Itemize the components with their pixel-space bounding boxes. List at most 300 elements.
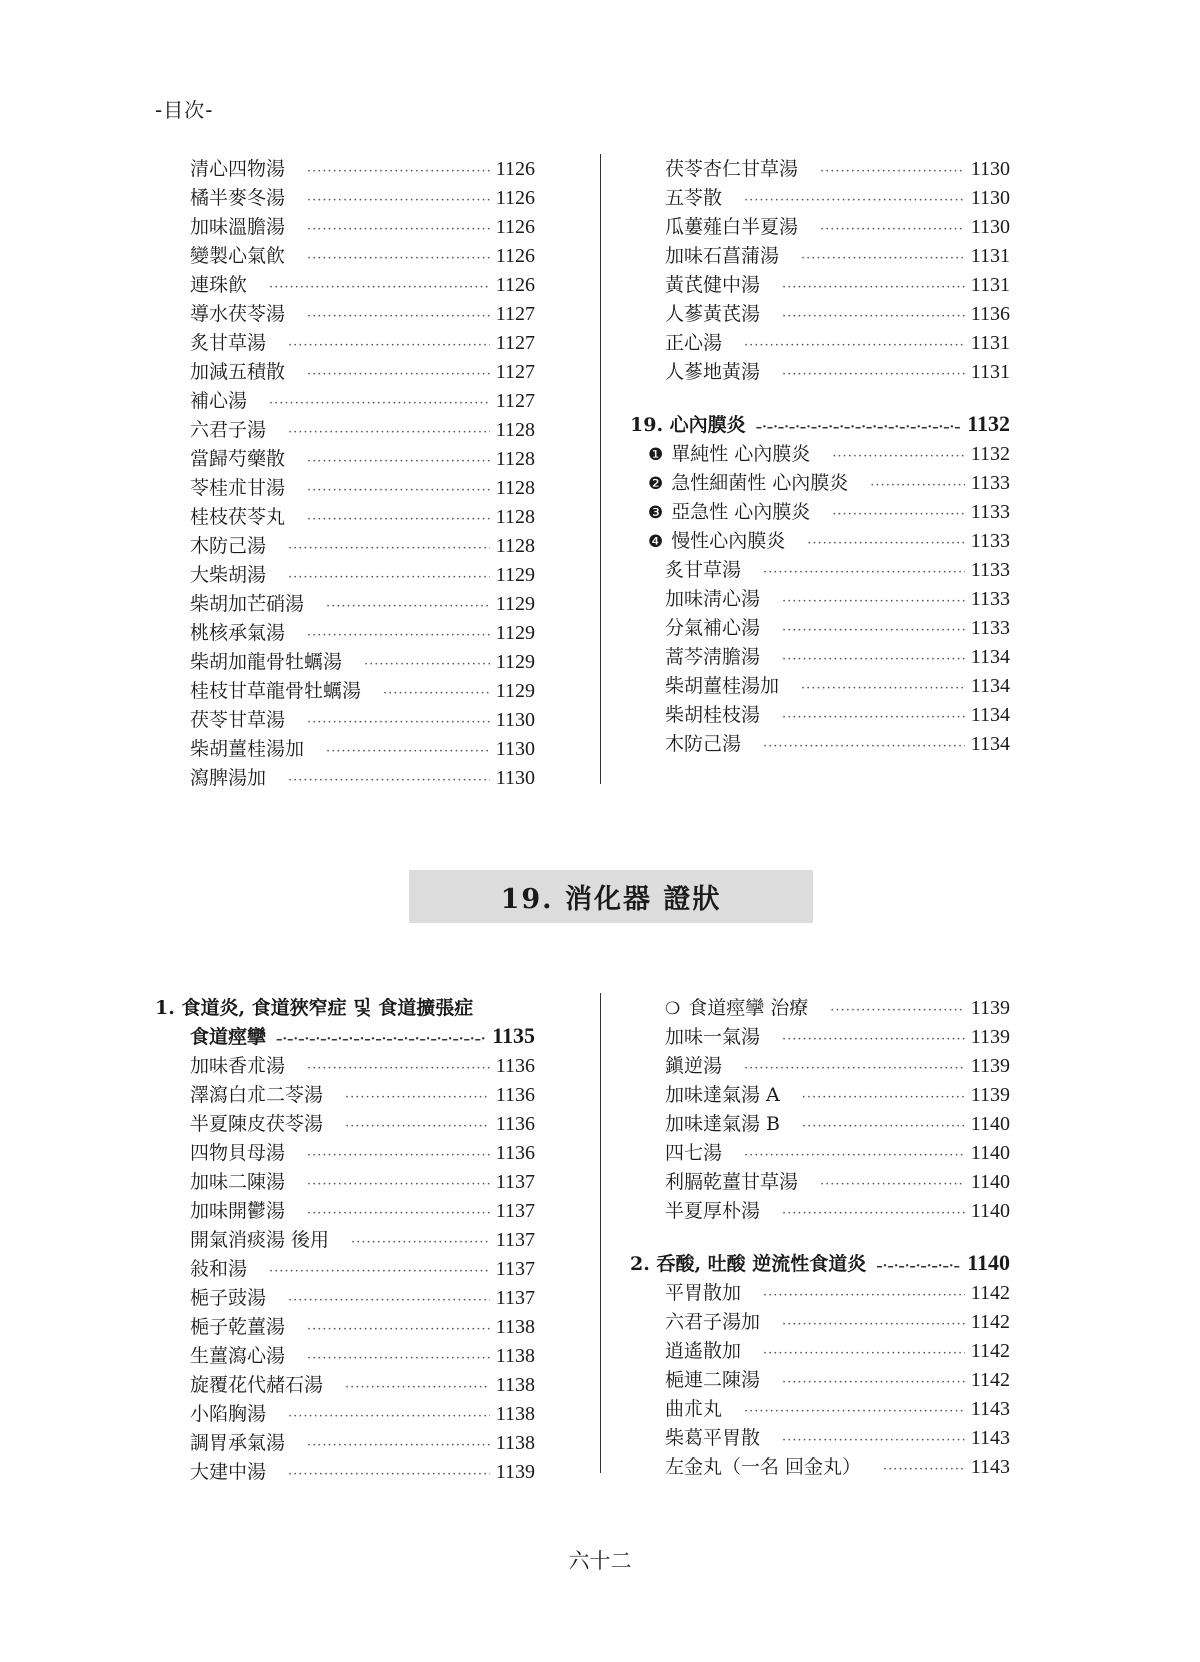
toc-page-number: 1131	[970, 361, 1010, 383]
dot-leader	[288, 425, 490, 440]
dot-leader	[288, 338, 490, 353]
toc-page-number: 1136	[495, 1113, 535, 1135]
toc-entry	[630, 1080, 1010, 1109]
toc-page-number: 1140	[970, 1113, 1010, 1135]
toc-entry-title: 梔子乾薑湯	[190, 1316, 286, 1338]
dot-leader	[269, 280, 490, 295]
toc-entry-title: 加味溫膽湯	[190, 216, 286, 238]
toc-entry-title: 六君子湯加	[665, 1311, 761, 1333]
toc-entry-title: 平胃散加	[665, 1282, 742, 1304]
toc-entry	[155, 1399, 535, 1428]
toc-entry-title: 開氣消痰湯 後用	[190, 1229, 330, 1251]
toc-entry-title: 炙甘草湯	[190, 332, 267, 354]
dot-leader	[744, 338, 965, 353]
dot-leader	[307, 251, 490, 266]
dot-leader	[801, 681, 965, 696]
toc-entry-title: 六君子湯	[190, 419, 267, 441]
dot-leader	[763, 1346, 965, 1361]
toc-entry	[630, 1307, 1010, 1336]
toc-page-number: 1128	[495, 419, 535, 441]
toc-page-number: 1130	[970, 158, 1010, 180]
dot-leader	[744, 1148, 965, 1163]
toc-entry	[630, 642, 1010, 671]
toc-page-number: 1129	[495, 622, 535, 644]
toc-page-number: 1133	[970, 617, 1010, 639]
toc-entry	[630, 183, 1010, 212]
toc-entry	[630, 357, 1010, 386]
toc-entry-title: 人蔘黃芪湯	[665, 303, 761, 325]
toc-entry-title: 導水茯苓湯	[190, 303, 286, 325]
dot-leader	[307, 309, 490, 324]
dot-leader	[288, 541, 490, 556]
toc-entry-title: 橘半麥冬湯	[190, 187, 286, 209]
toc-entry-title: 半夏陳皮茯苓湯	[190, 1113, 324, 1135]
toc-entry	[630, 555, 1010, 584]
dot-leader	[763, 1288, 965, 1303]
dot-leader	[782, 1032, 965, 1047]
toc-entry	[155, 183, 535, 212]
toc-page-number: 1131	[970, 332, 1010, 354]
dot-leader	[288, 1409, 490, 1424]
toc-entry	[155, 328, 535, 357]
toc-entry	[155, 299, 535, 328]
toc-entry	[630, 993, 1010, 1022]
toc-page-number: 1143	[970, 1427, 1010, 1449]
toc-entry	[155, 676, 535, 705]
dot-leader	[307, 628, 490, 643]
toc-entry	[630, 241, 1010, 270]
toc-entry-title: 四七湯	[665, 1142, 723, 1164]
toc-entry	[630, 700, 1010, 729]
toc-entry-title: 連珠飮	[190, 274, 248, 296]
toc-entry	[155, 1080, 535, 1109]
dot-leader	[288, 570, 490, 585]
toc-entry	[630, 154, 1010, 183]
toc-page-number: 1129	[495, 680, 535, 702]
dot-leader	[288, 1467, 490, 1482]
toc-page-number: 1138	[495, 1432, 535, 1454]
toc-entry-title: 蒿芩淸膽湯	[665, 646, 761, 668]
toc-page-number: 1130	[495, 709, 535, 731]
toc-entry	[630, 1336, 1010, 1365]
toc-page-number: 1126	[495, 245, 535, 267]
dot-leader	[763, 565, 965, 580]
toc-entry	[155, 241, 535, 270]
dot-leader	[307, 367, 490, 382]
toc-entry-title: 茯苓杏仁甘草湯	[665, 158, 799, 180]
toc-entry-title: 澤瀉白朮二苓湯	[190, 1084, 324, 1106]
dot-leader	[830, 1003, 964, 1018]
toc-entry	[630, 526, 1010, 555]
column-divider-top	[600, 154, 601, 784]
dot-leader	[782, 280, 965, 295]
toc-entry	[155, 473, 535, 502]
toc-entry-title: 加味二陳湯	[190, 1171, 286, 1193]
toc-entry	[155, 1283, 535, 1312]
toc-entry	[630, 497, 1010, 526]
toc-entry	[630, 1278, 1010, 1307]
dot-leader	[782, 710, 965, 725]
dot-leader	[782, 367, 965, 382]
toc-entry	[155, 357, 535, 386]
running-head: -目次-	[155, 98, 214, 122]
dot-leader	[351, 1235, 490, 1250]
toc-entry	[155, 1051, 535, 1080]
dot-leader	[307, 164, 490, 179]
toc-entry-title: 小陷胸湯	[190, 1403, 267, 1425]
toc-entry-title: 逍遙散加	[665, 1340, 742, 1362]
toc-entry	[155, 705, 535, 734]
toc-entry	[155, 444, 535, 473]
toc-entry-title: 柴胡薑桂湯加	[665, 675, 780, 697]
toc-entry-title: 左金丸（一名 回金丸）	[665, 1456, 862, 1478]
toc-page-number: 1140	[970, 1200, 1010, 1222]
toc-page-number: 1140	[970, 1171, 1010, 1193]
section-heading: 1. 食道炎, 食道狹窄症 및 食道擴張症	[155, 997, 474, 1019]
dot-leader	[288, 773, 490, 788]
dot-leader	[345, 1119, 490, 1134]
toc-entry-title: 食道痙攣	[190, 1026, 267, 1048]
dot-leader	[744, 193, 965, 208]
section-banner: 19. 消化器 證狀	[409, 870, 813, 923]
toc-column-bottom-right	[630, 993, 1010, 1481]
toc-entry-title: 茯苓甘草湯	[190, 709, 286, 731]
toc-entry	[630, 1109, 1010, 1138]
toc-page-number: 1138	[495, 1345, 535, 1367]
toc-page-number: 1132	[970, 443, 1010, 465]
toc-page-number: 1137	[495, 1200, 535, 1222]
toc-entry	[155, 734, 535, 763]
toc-entry-title: 桂枝甘草龍骨牡蠣湯	[190, 680, 362, 702]
toc-page-number: 1138	[495, 1403, 535, 1425]
dot-leader	[307, 222, 490, 237]
toc-entry	[155, 502, 535, 531]
toc-page-number: 1130	[495, 767, 535, 789]
toc-entry	[155, 415, 535, 444]
dot-leader	[802, 1119, 965, 1134]
toc-entry	[630, 468, 1010, 497]
toc-entry	[630, 1022, 1010, 1051]
toc-entry	[155, 1254, 535, 1283]
toc-entry-title: ❶ 單純性 心內膜炎	[648, 443, 811, 465]
dot-leader	[801, 251, 965, 266]
toc-page-number: 1128	[495, 448, 535, 470]
dot-leader	[307, 1322, 490, 1337]
toc-page-number: 1126	[495, 158, 535, 180]
toc-entry-title: 木防己湯	[190, 535, 267, 557]
toc-entry-title: 人蔘地黃湯	[665, 361, 761, 383]
toc-entry	[155, 1312, 535, 1341]
toc-page-number: 1126	[495, 216, 535, 238]
toc-entry-title: 當歸芍藥散	[190, 448, 286, 470]
dot-leader	[782, 594, 965, 609]
dot-leader	[326, 744, 490, 759]
toc-entry	[155, 1457, 535, 1486]
toc-entry	[155, 386, 535, 415]
dot-leader	[782, 652, 965, 667]
toc-page-number: 1136	[495, 1084, 535, 1106]
dot-leader	[782, 1375, 965, 1390]
toc-entry-title: 炙甘草湯	[665, 559, 742, 581]
toc-entry	[155, 1225, 535, 1254]
toc-entry-title: 柴胡加龍骨牡蠣湯	[190, 651, 343, 673]
toc-entry-title: 半夏厚朴湯	[665, 1200, 761, 1222]
dot-leader	[307, 1438, 490, 1453]
dot-leader	[307, 715, 490, 730]
toc-entry	[630, 584, 1010, 613]
toc-page-number: 1134	[970, 675, 1010, 697]
dot-leader	[307, 1177, 490, 1192]
toc-entry-title: 柴葛平胃散	[665, 1427, 761, 1449]
toc-page-number: 1127	[495, 390, 535, 412]
toc-page-number: 1139	[970, 1055, 1010, 1077]
toc-page-number: 1126	[495, 274, 535, 296]
dot-leader	[807, 536, 964, 551]
toc-entry-title: 柴胡薑桂湯加	[190, 738, 305, 760]
toc-page-number: 1139	[495, 1461, 535, 1483]
dot-leader	[763, 739, 965, 754]
toc-entry	[155, 270, 535, 299]
dot-leader	[744, 1061, 965, 1076]
toc-page-number: 1133	[970, 559, 1010, 581]
toc-entry	[630, 729, 1010, 758]
toc-page-number: 1139	[970, 1084, 1010, 1106]
toc-entry	[630, 671, 1010, 700]
toc-page-number: 1131	[970, 245, 1010, 267]
toc-entry-title: 苓桂朮甘湯	[190, 477, 286, 499]
toc-entry	[630, 410, 1010, 439]
toc-page-number: 1137	[495, 1171, 535, 1193]
toc-page-number: 1134	[970, 646, 1010, 668]
toc-entry-title: 清心四物湯	[190, 158, 286, 180]
dot-leader	[832, 449, 964, 464]
toc-entry-title: 加味達氣湯 B	[665, 1113, 781, 1135]
toc-entry-title: 旋覆花代赭石湯	[190, 1374, 324, 1396]
dot-leader	[269, 1264, 490, 1279]
toc-entry	[155, 618, 535, 647]
toc-entry	[630, 1249, 1010, 1278]
toc-page-number: 1131	[970, 274, 1010, 296]
toc-entry	[630, 439, 1010, 468]
toc-entry-title: 加味淸心湯	[665, 588, 761, 610]
toc-page-number: 1126	[495, 187, 535, 209]
toc-page-number: 1132	[967, 411, 1010, 436]
toc-entry	[630, 1167, 1010, 1196]
toc-entry	[155, 212, 535, 241]
list-bullet-icon: ❍	[665, 999, 681, 1019]
dot-leader	[820, 222, 965, 237]
toc-entry	[155, 1138, 535, 1167]
dot-leader	[744, 1404, 965, 1419]
toc-entry-title: 調胃承氣湯	[190, 1432, 286, 1454]
toc-page-number: 1129	[495, 651, 535, 673]
toc-entry	[630, 270, 1010, 299]
toc-column-bottom-left	[155, 993, 535, 1486]
toc-page-number: 1128	[495, 535, 535, 557]
toc-entry-title: 加味香朮湯	[190, 1055, 286, 1077]
toc-entry-title: 鎭逆湯	[665, 1055, 723, 1077]
toc-entry	[630, 1423, 1010, 1452]
dot-leader	[345, 1380, 490, 1395]
page-number: 六十二	[568, 1549, 632, 1573]
toc-page-number: 1138	[495, 1316, 535, 1338]
toc-entry-title: 桂枝茯苓丸	[190, 506, 286, 528]
toc-page-number: 1127	[495, 361, 535, 383]
toc-page-number: 1137	[495, 1287, 535, 1309]
toc-entry-title: 加味石菖蒲湯	[665, 245, 780, 267]
list-bullet-icon: ❸	[648, 503, 664, 523]
dot-leader	[832, 507, 964, 522]
dot-leader	[883, 1462, 965, 1477]
toc-page-number: 1130	[970, 216, 1010, 238]
dot-leader	[782, 1317, 965, 1332]
toc-entry	[155, 589, 535, 618]
dot-leader	[782, 309, 965, 324]
dot-leader	[288, 1293, 490, 1308]
dot-leader	[269, 396, 490, 411]
toc-entry	[630, 1138, 1010, 1167]
dot-leader	[307, 454, 490, 469]
toc-entry-title: 桃核承氣湯	[190, 622, 286, 644]
toc-entry-title: 分氣補心湯	[665, 617, 761, 639]
toc-entry-title: 大建中湯	[190, 1461, 267, 1483]
toc-entry	[155, 560, 535, 589]
column-divider-bottom	[600, 993, 601, 1473]
dot-leader	[364, 657, 490, 672]
toc-entry	[630, 1196, 1010, 1225]
toc-page-number: 1142	[970, 1369, 1010, 1391]
dot-leader	[307, 1148, 490, 1163]
dot-leader	[820, 1177, 965, 1192]
dot-leader	[307, 1061, 490, 1076]
toc-page-number: 1133	[970, 472, 1010, 494]
toc-entry-title: ❷ 急性細菌性 心內膜炎	[648, 472, 849, 494]
toc-entry-title: 敍和湯	[190, 1258, 248, 1280]
dot-leader	[756, 420, 962, 435]
toc-page-number: 1137	[495, 1229, 535, 1251]
toc-entry-title: 利膈乾薑甘草湯	[665, 1171, 799, 1193]
toc-entry	[155, 531, 535, 560]
list-bullet-icon: ❷	[648, 474, 664, 494]
dot-leader	[276, 1032, 486, 1047]
toc-page-number: 1136	[495, 1055, 535, 1077]
toc-page-number: 1130	[495, 738, 535, 760]
toc-entry-title: 變製心氣飮	[190, 245, 286, 267]
toc-page-number: 1137	[495, 1258, 535, 1280]
toc-entry-title: ❸ 亞急性 心內膜炎	[648, 501, 811, 523]
toc-column-top-right	[630, 154, 1010, 758]
toc-entry-title: 加味一氣湯	[665, 1026, 761, 1048]
toc-page-number: 1138	[495, 1374, 535, 1396]
toc-page-number: 1128	[495, 506, 535, 528]
toc-page-number: 1127	[495, 332, 535, 354]
dot-leader	[307, 512, 490, 527]
dot-leader	[782, 1433, 965, 1448]
toc-page-number: 1140	[967, 1250, 1010, 1275]
toc-entry-title: 曲朮丸	[665, 1398, 723, 1420]
toc-page-number: 1133	[970, 530, 1010, 552]
toc-entry-title: 加味達氣湯 A	[665, 1084, 780, 1106]
toc-page-number: 1139	[970, 997, 1010, 1019]
dot-leader	[383, 686, 490, 701]
toc-entry	[155, 1341, 535, 1370]
toc-entry	[155, 1196, 535, 1225]
toc-entry-title: ❍ 食道痙攣 治療	[665, 997, 809, 1019]
toc-entry-title: 柴胡桂枝湯	[665, 704, 761, 726]
toc-entry	[630, 1394, 1010, 1423]
toc-entry	[630, 1051, 1010, 1080]
list-bullet-icon: ❶	[648, 445, 664, 465]
toc-page-number: 1143	[970, 1456, 1010, 1478]
toc-entry	[155, 154, 535, 183]
toc-entry	[155, 1022, 535, 1051]
toc-entry-title: 19. 心內膜炎	[630, 414, 746, 436]
toc-entry-title: 黃芪健中湯	[665, 274, 761, 296]
toc-entry	[630, 212, 1010, 241]
toc-page-number: 1127	[495, 303, 535, 325]
toc-page-number: 1134	[970, 704, 1010, 726]
toc-page-number: 1135	[492, 1023, 535, 1048]
dot-leader	[326, 599, 490, 614]
toc-page-number: 1128	[495, 477, 535, 499]
toc-entry	[155, 763, 535, 792]
toc-page-number: 1142	[970, 1282, 1010, 1304]
toc-entry	[630, 299, 1010, 328]
toc-entry-title: 加味開鬱湯	[190, 1200, 286, 1222]
toc-page-number: 1129	[495, 564, 535, 586]
dot-leader	[782, 623, 965, 638]
toc-entry-title: 正心湯	[665, 332, 723, 354]
toc-page-number: 1136	[970, 303, 1010, 325]
toc-page-number: 1143	[970, 1398, 1010, 1420]
toc-page-number: 1134	[970, 733, 1010, 755]
dot-leader	[876, 1259, 961, 1274]
toc-entry-title: 四物貝母湯	[190, 1142, 286, 1164]
toc-entry	[155, 1167, 535, 1196]
toc-entry	[630, 1452, 1010, 1481]
toc-entry-title: 五苓散	[665, 187, 723, 209]
toc-page-number: 1133	[970, 501, 1010, 523]
dot-leader	[307, 193, 490, 208]
toc-page-number: 1142	[970, 1311, 1010, 1333]
toc-entry-title: 梔子豉湯	[190, 1287, 267, 1309]
dot-leader	[802, 1090, 965, 1105]
dot-leader	[870, 478, 964, 493]
spacer	[630, 386, 1010, 410]
toc-column-top-left	[155, 154, 535, 792]
toc-entry-title: 補心湯	[190, 390, 248, 412]
toc-entry	[155, 1428, 535, 1457]
toc-entry-title: ❹ 慢性心內膜炎	[648, 530, 786, 552]
spacer	[630, 1225, 1010, 1249]
toc-entry	[155, 1370, 535, 1399]
toc-page-number: 1133	[970, 588, 1010, 610]
toc-entry	[155, 647, 535, 676]
toc-page-number: 1130	[970, 187, 1010, 209]
toc-page-number: 1136	[495, 1142, 535, 1164]
dot-leader	[307, 1206, 490, 1221]
toc-entry-title: 瀉脾湯加	[190, 767, 267, 789]
toc-entry-title: 生薑瀉心湯	[190, 1345, 286, 1367]
dot-leader	[307, 483, 490, 498]
toc-entry	[630, 328, 1010, 357]
toc-page-number: 1139	[970, 1026, 1010, 1048]
toc-entry-title: 加減五積散	[190, 361, 286, 383]
toc-page-number: 1142	[970, 1340, 1010, 1362]
toc-entry	[155, 1109, 535, 1138]
list-bullet-icon: ❹	[648, 532, 664, 552]
dot-leader	[345, 1090, 490, 1105]
